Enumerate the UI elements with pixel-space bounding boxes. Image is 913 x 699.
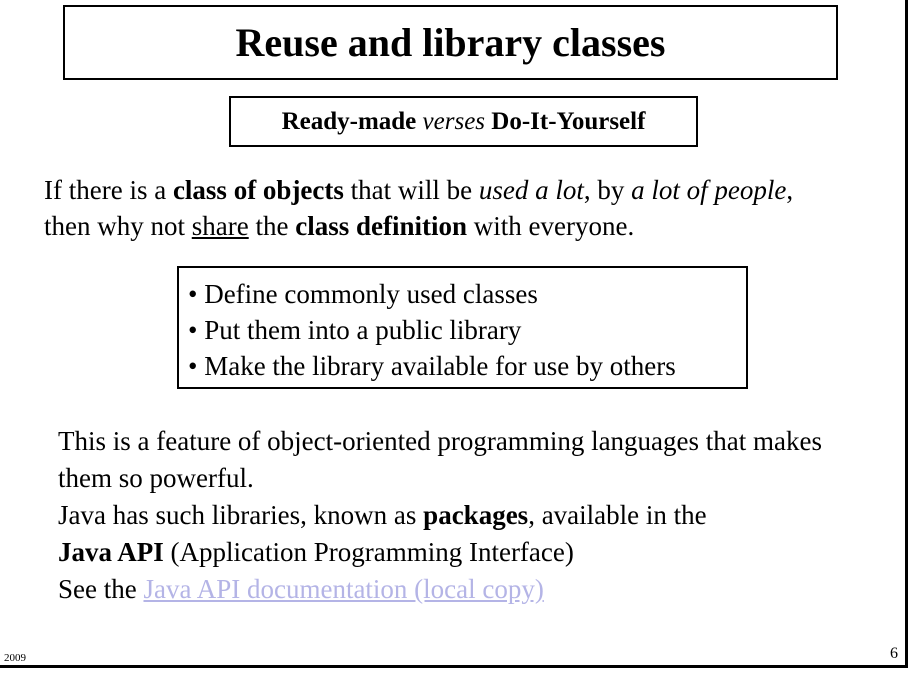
page-number: 6 [890,645,898,662]
body-packages: packages [423,500,529,530]
subtitle-box [229,96,698,147]
bullet-item: • Make the library available for use by others [188,351,676,381]
bullet-item: • Put them into a public library [188,315,522,345]
intro-text: , by [583,175,632,205]
subtitle-verses: verses [422,107,486,135]
intro-share: share [191,211,249,241]
intro-class-of-objects: class of objects [172,175,344,205]
intro-a-lot-of-people: a lot of people [631,175,787,205]
page-title: Reuse and library classes [235,20,666,65]
intro-class-definition: class definition [295,211,467,241]
body-line-java-libraries [58,497,858,571]
body-text: (Application Programming Interface) [163,537,574,567]
body-java-api: Java API [58,537,164,567]
title-box [63,5,838,80]
bullet-item: • Define commonly used classes [188,279,538,309]
intro-text: with everyone. [467,211,635,241]
java-api-docs-link[interactable]: Java API documentation (local copy) [143,574,544,604]
intro-used-a-lot: used a lot [478,175,584,205]
intro-text: If there is a [44,175,173,205]
bullet-list-box [177,266,748,389]
body-line-feature: This is a feature of object-oriented programming languages that makes them so powerful. [58,426,822,493]
footer-year: 2009 [4,652,26,664]
body-text: , available in the [528,500,707,530]
subtitle-ready-made: Ready-made [281,107,417,135]
body-paragraph [58,423,858,608]
subtitle-diy: Do-It-Yourself [491,107,646,135]
body-line-see-docs [58,571,858,608]
intro-text: , then why not [44,175,794,241]
intro-text: the [248,211,296,241]
body-text: See the [58,574,144,604]
body-text: Java has such libraries, known as [58,500,424,530]
intro-text: that will be [343,175,479,205]
intro-paragraph [44,172,844,244]
